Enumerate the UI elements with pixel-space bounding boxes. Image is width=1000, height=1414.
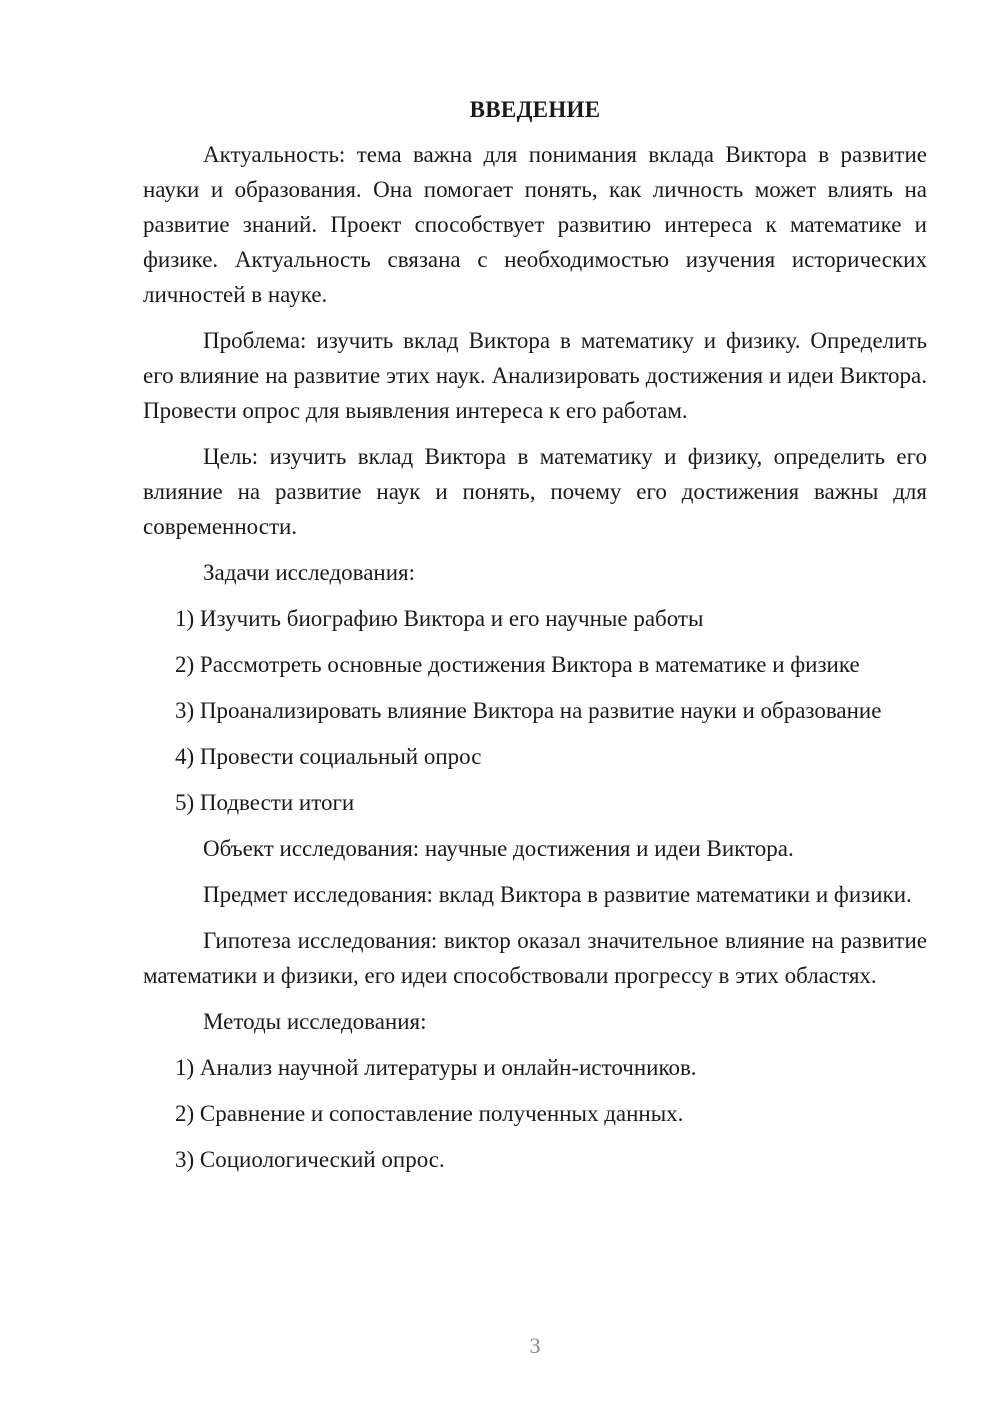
subject-paragraph: Предмет исследования: вклад Виктора в развитие математики и физики. — [203, 882, 912, 907]
method-item-2: 2) Сравнение и сопоставление полученных данных. — [175, 1101, 684, 1126]
task-item-1: 1) Изучить биографию Виктора и его научные работы — [175, 606, 704, 631]
task-item-5: 5) Подвести итоги — [175, 790, 355, 815]
hypothesis-paragraph: Гипотеза исследования: виктор оказал значительное влияние на развитие математики и физики, его идеи способствовали прогрессу в этих областях. — [143, 928, 927, 988]
object-paragraph: Объект исследования: научные достижения и идеи Виктора. — [203, 836, 794, 861]
task-item-2: 2) Рассмотреть основные достижения Виктора в математике и физике — [175, 652, 860, 677]
page-number: 3 — [529, 1333, 541, 1358]
goal-paragraph: Цель: изучить вклад Виктора в математику и физику, определить его влияние на развитие наук и понять, почему его достижения важны для современности. — [143, 444, 927, 539]
method-item-3: 3) Социологический опрос. — [175, 1147, 445, 1172]
problem-paragraph: Проблема: изучить вклад Виктора в математику и физику. Определить его влияние на развитие этих наук. Анализировать достижения и идеи Виктора. Провести опрос для выявления интереса к его работам. — [143, 328, 927, 423]
task-item-4: 4) Провести социальный опрос — [175, 744, 482, 769]
task-item-3: 3) Проанализировать влияние Виктора на развитие науки и образование — [175, 698, 882, 723]
methods-heading: Методы исследования: — [203, 1009, 427, 1034]
method-item-1: 1) Анализ научной литературы и онлайн-источников. — [175, 1055, 697, 1080]
page-title: ВВЕДЕНИЕ — [469, 97, 601, 122]
relevance-paragraph: Актуальность: тема важна для понимания вклада Виктора в развитие науки и образования. Она помогает понять, как личность может влиять на развитие знаний. Проект способствует развитию интереса к математике и физике. Актуальность связана с необходимостью изучения исторических личностей в науке. — [143, 142, 927, 307]
page-content — [143, 92, 927, 1188]
tasks-heading: Задачи исследования: — [203, 560, 416, 585]
